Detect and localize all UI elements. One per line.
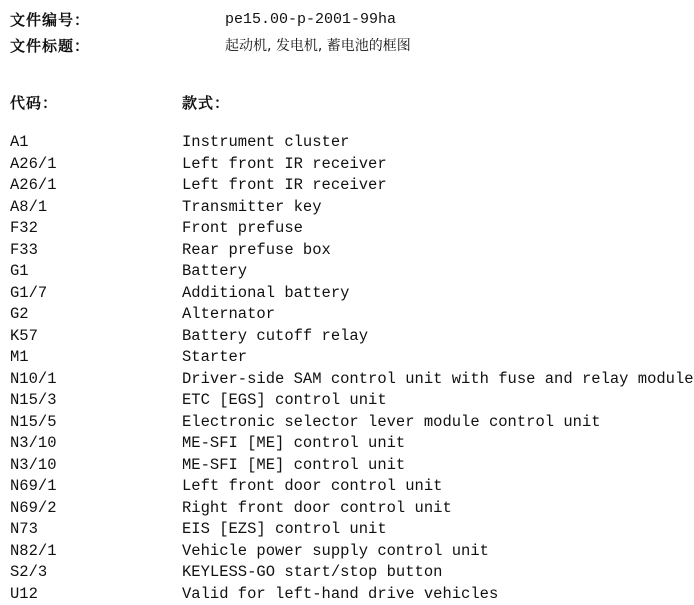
component-code: G1 bbox=[10, 261, 29, 283]
list-item bbox=[0, 412, 605, 434]
file-number-value: pe15.00-p-2001-99ha bbox=[225, 9, 396, 31]
component-code: A8/1 bbox=[10, 197, 47, 219]
component-code: A26/1 bbox=[10, 154, 57, 176]
list-item bbox=[0, 369, 605, 391]
component-description: Additional battery bbox=[182, 283, 605, 305]
component-code: N15/5 bbox=[10, 412, 57, 434]
component-code: N3/10 bbox=[10, 433, 57, 455]
list-item bbox=[0, 498, 605, 520]
list-item bbox=[0, 584, 605, 605]
list-item bbox=[0, 240, 605, 262]
component-description: Electronic selector lever module control unit bbox=[182, 412, 605, 434]
component-description: Left front IR receiver bbox=[182, 154, 605, 176]
list-item bbox=[0, 455, 605, 477]
component-description: Battery bbox=[182, 261, 605, 283]
list-item bbox=[0, 218, 605, 240]
model-column-header: 款式： bbox=[182, 92, 230, 114]
component-description: Left front door control unit bbox=[182, 476, 605, 498]
component-code: U12 bbox=[10, 584, 38, 605]
list-item bbox=[0, 326, 605, 348]
component-code: N82/1 bbox=[10, 541, 57, 563]
component-code: N69/2 bbox=[10, 498, 57, 520]
component-code: N15/3 bbox=[10, 390, 57, 412]
list-item bbox=[0, 132, 605, 154]
component-description: Left front IR receiver bbox=[182, 175, 605, 197]
component-list bbox=[0, 132, 605, 605]
component-description: Instrument cluster bbox=[182, 132, 605, 154]
component-description: ME-SFI [ME] control unit bbox=[182, 433, 605, 455]
component-code: G1/7 bbox=[10, 283, 47, 305]
list-item bbox=[0, 197, 605, 219]
component-description: Rear prefuse box bbox=[182, 240, 605, 262]
component-code: N10/1 bbox=[10, 369, 57, 391]
component-code: N69/1 bbox=[10, 476, 57, 498]
component-description: Front prefuse bbox=[182, 218, 605, 240]
component-description: Driver-side SAM control unit with fuse and relay module bbox=[182, 369, 605, 391]
component-code: A1 bbox=[10, 132, 29, 154]
component-description: KEYLESS-GO start/stop button bbox=[182, 562, 605, 584]
list-item bbox=[0, 433, 605, 455]
component-code: F32 bbox=[10, 218, 38, 240]
list-item bbox=[0, 304, 605, 326]
component-code: F33 bbox=[10, 240, 38, 262]
component-description: ME-SFI [ME] control unit bbox=[182, 455, 605, 477]
component-code: N73 bbox=[10, 519, 38, 541]
component-code: G2 bbox=[10, 304, 29, 326]
component-description: EIS [EZS] control unit bbox=[182, 519, 605, 541]
component-description: Vehicle power supply control unit bbox=[182, 541, 605, 563]
component-description: ETC [EGS] control unit bbox=[182, 390, 605, 412]
list-item bbox=[0, 541, 605, 563]
component-code: M1 bbox=[10, 347, 29, 369]
component-code: K57 bbox=[10, 326, 38, 348]
list-item bbox=[0, 261, 605, 283]
component-code: N3/10 bbox=[10, 455, 57, 477]
component-code: S2/3 bbox=[10, 562, 47, 584]
list-item bbox=[0, 476, 605, 498]
list-item bbox=[0, 562, 605, 584]
component-description: Valid for left-hand drive vehicles bbox=[182, 584, 605, 605]
component-description: Starter bbox=[182, 347, 605, 369]
list-item bbox=[0, 390, 605, 412]
list-item bbox=[0, 347, 605, 369]
list-item bbox=[0, 519, 605, 541]
component-description: Alternator bbox=[182, 304, 605, 326]
component-description: Battery cutoff relay bbox=[182, 326, 605, 348]
list-item bbox=[0, 154, 605, 176]
component-code: A26/1 bbox=[10, 175, 57, 197]
file-title-label: 文件标题： bbox=[10, 35, 90, 57]
file-number-label: 文件编号： bbox=[10, 9, 90, 31]
code-column-header: 代码： bbox=[10, 92, 58, 114]
component-description: Transmitter key bbox=[182, 197, 605, 219]
list-item bbox=[0, 283, 605, 305]
file-title-value: 起动机, 发电机, 蓄电池的框图 bbox=[225, 35, 411, 57]
list-item bbox=[0, 175, 605, 197]
component-description: Right front door control unit bbox=[182, 498, 605, 520]
